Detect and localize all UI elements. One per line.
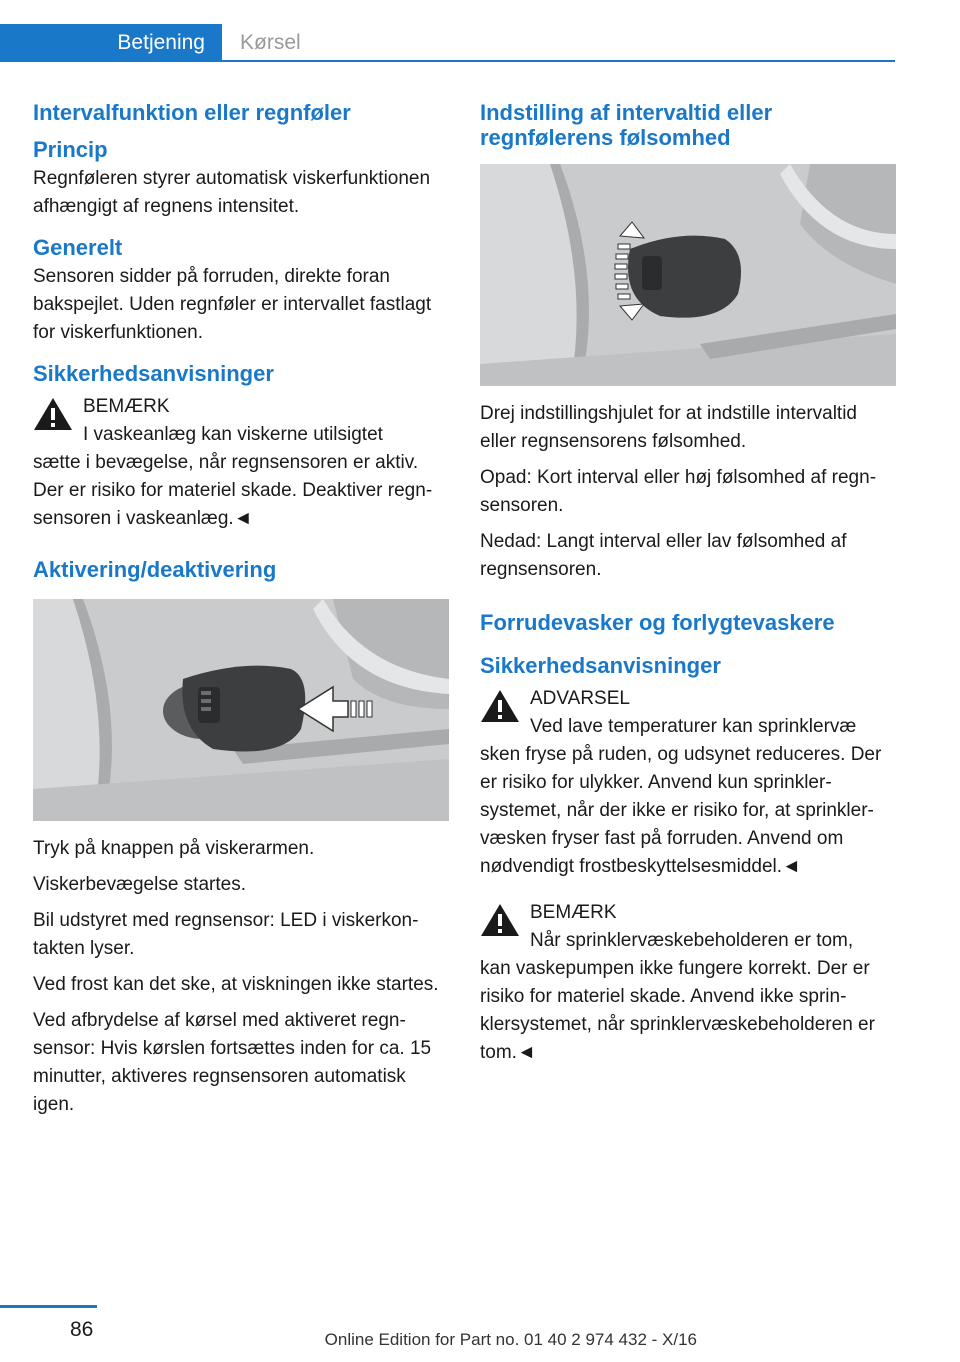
section-title-forrudevasker: Forrudevasker og forlygtevaskere bbox=[480, 610, 835, 635]
tab-korsel[interactable] bbox=[240, 24, 301, 62]
wiper-button-image bbox=[33, 599, 449, 821]
warning-title: BEMÆRK bbox=[530, 902, 617, 923]
warning-icon bbox=[33, 397, 73, 431]
warning-text: kan vaskepumpen ikke fungere korrekt. Der er risiko for materiel skade. Anvend ikke sprinklersystemet, når sprinklervæskebeholderen er tom.◄ bbox=[480, 958, 875, 1063]
tab-betjening-label: Betjening bbox=[117, 31, 205, 54]
warning-line1: Ved lave temperaturer kan sprinklervæ bbox=[530, 716, 857, 737]
text-aktivering-2: Viskerbevægelse startes. bbox=[33, 874, 246, 895]
warning-line1: Når sprinklervæskebeholderen er tom, bbox=[530, 930, 854, 951]
warning-box bbox=[33, 393, 449, 533]
text-indstilling-1: Drej indstillingshjulet for at indstille intervaltid eller regnsensorens følsomhed. bbox=[480, 403, 858, 452]
page-number: 86 bbox=[70, 1318, 94, 1341]
text-generelt: Sensoren sidder på forruden, direkte foran bakspejlet. Uden regnføler er intervallet fastlagt for viskerfunktionen. bbox=[33, 266, 432, 343]
heading-princip: Princip bbox=[33, 137, 108, 162]
text-aktivering-5: Ved afbrydelse af kørsel med aktiveret regnsensor: Hvis kørslen fortsættes inden for ca. 15 minutter, aktiveres regnsensoren automatisk igen. bbox=[33, 1010, 432, 1115]
warning-title: ADVARSEL bbox=[530, 688, 630, 709]
heading-aktivering: Aktivering/deaktivering bbox=[33, 557, 277, 582]
text-aktivering-4: Ved frost kan det ske, at viskningen ikke startes. bbox=[33, 974, 439, 995]
adjustment-wheel-image bbox=[480, 164, 896, 386]
warning-line1: I vaskeanlæg kan viskerne utilsigtet bbox=[83, 424, 383, 445]
text-indstilling-2: Opad: Kort interval eller høj følsomhed af regnsensoren. bbox=[480, 467, 877, 516]
text-indstilling-3: Nedad: Langt interval eller lav følsomhed af regnsensoren. bbox=[480, 531, 847, 580]
text-aktivering-1: Tryk på knappen på viskerarmen. bbox=[33, 838, 315, 859]
heading-sikkerhed: Sikkerhedsanvisninger bbox=[33, 361, 274, 386]
warning-box-bemaerk bbox=[480, 899, 896, 1067]
left-column bbox=[33, 100, 449, 1127]
section-title-indstilling: Indstilling af intervaltid eller regnfølerens følsomhed bbox=[480, 100, 773, 150]
heading-sikkerhed-right: Sikkerhedsanvisninger bbox=[480, 653, 721, 678]
warning-text: sætte i bevægelse, når regnsensoren er aktiv. Der er risiko for materiel skade. Deaktiver regnsensoren i vaskeanlæg.◄ bbox=[33, 452, 433, 529]
warning-box-advarsel bbox=[480, 685, 896, 881]
heading-generelt: Generelt bbox=[33, 235, 123, 260]
warning-text: sken fryse på ruden, og udsynet reduceres. Der er risiko for ulykker. Anvend kun sprinklersystemet, når der ikke er risiko for, at sprinklervæsken fryser fast på forruden. Anvend om nødvendigt frostbeskyttelsesmiddel.◄ bbox=[480, 744, 882, 877]
warning-icon bbox=[480, 689, 520, 723]
right-column bbox=[480, 100, 896, 1075]
warning-title: BEMÆRK bbox=[83, 396, 170, 417]
text-aktivering-3: Bil udstyret med regnsensor: LED i viskerkontakten lyser. bbox=[33, 910, 419, 959]
text-princip: Regnføleren styrer automatisk viskerfunktionen afhængigt af regnens intensitet. bbox=[33, 168, 431, 217]
section-title-interval: Intervalfunktion eller regnføler bbox=[33, 100, 351, 125]
warning-icon bbox=[480, 903, 520, 937]
header-rule bbox=[222, 60, 895, 62]
tab-korsel-label: Kørsel bbox=[240, 31, 301, 54]
tab-betjening[interactable] bbox=[0, 24, 222, 62]
edition-text: Online Edition for Part no. 01 40 2 974 432 - X/16 bbox=[324, 1330, 697, 1349]
footer-rule bbox=[0, 1305, 97, 1308]
